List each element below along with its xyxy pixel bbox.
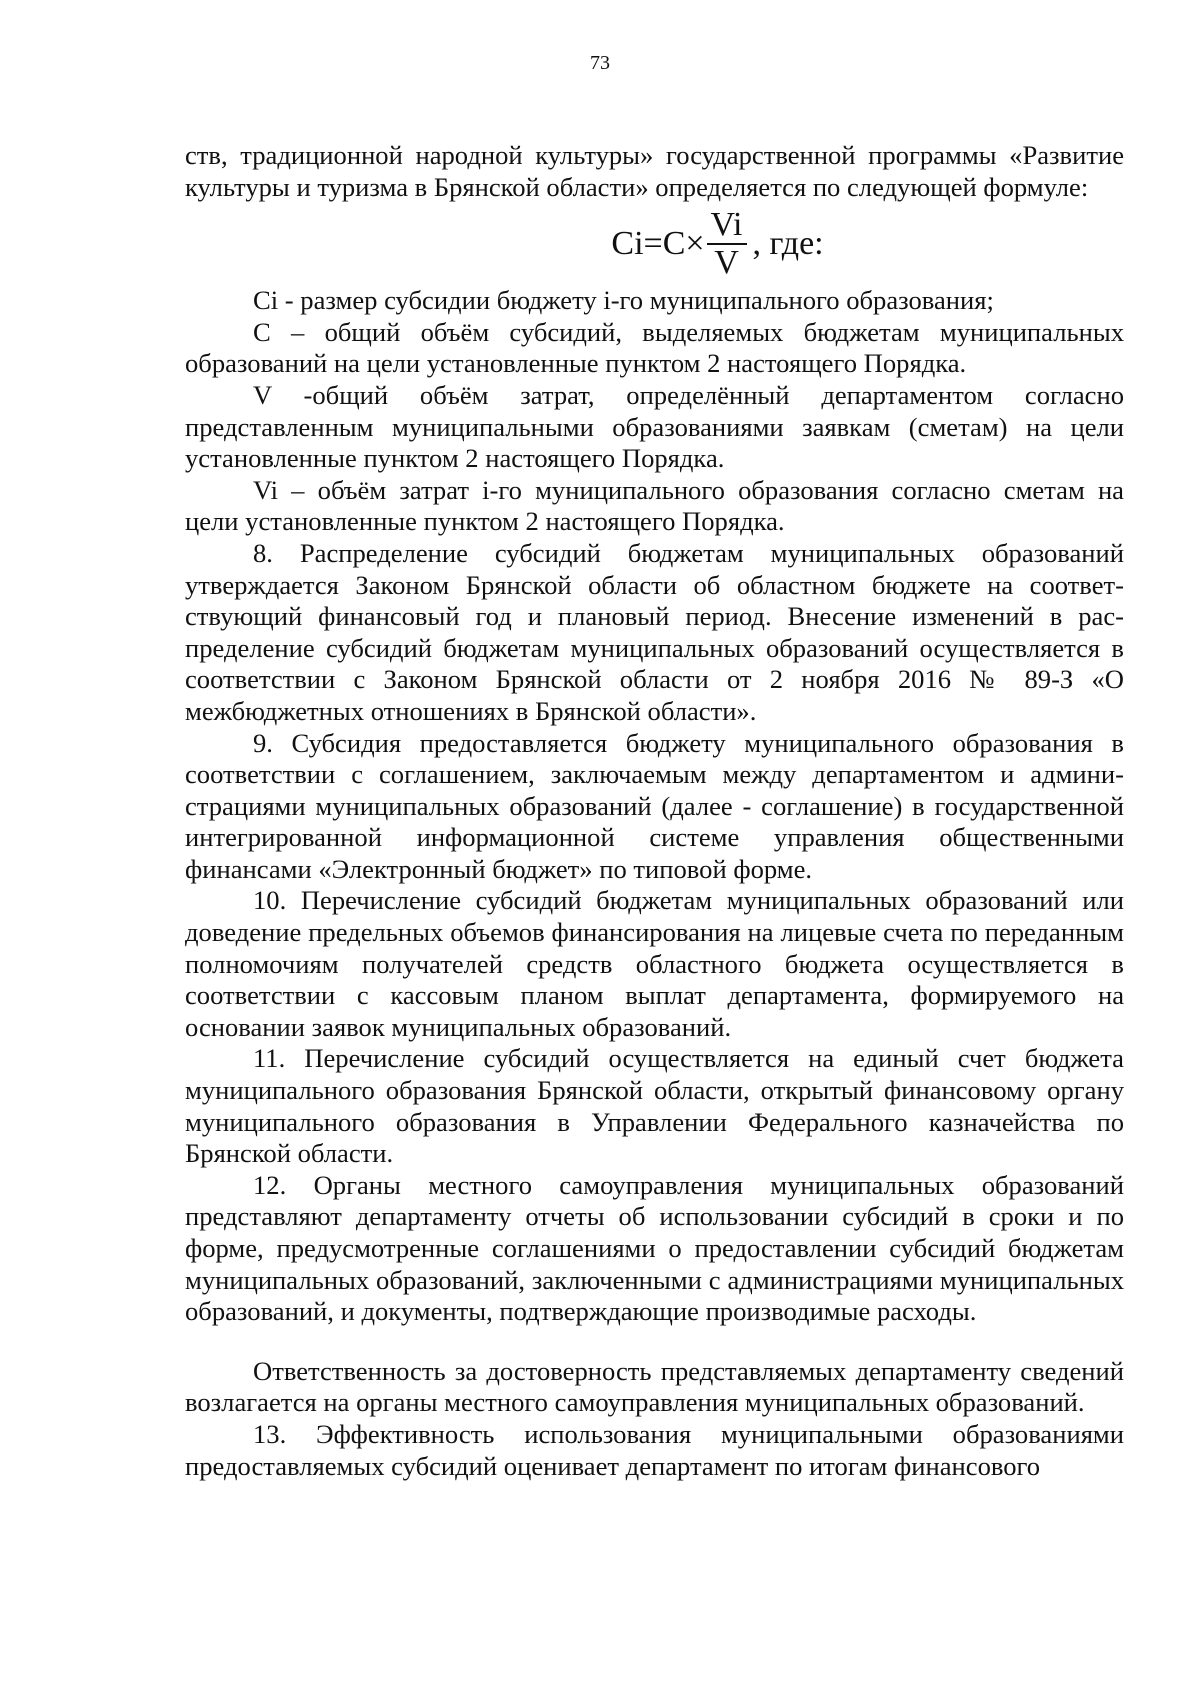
definition-v: V -общий объём затрат, определённый департаментом согласно представленным муниципальными образованиями заявкам (сметам) на цели установленные пунктом 2 настоящего Порядка.: [185, 379, 1124, 474]
clause-10: 10. Перечисление субсидий бюджетам муниципальных образований или доведение предельных объемов финансирования на лицевые счета по переданным полномочиям получателей средств областного бюджета осуществляется в соответствии с кассовым планом выплат департамента, формируемого на основании заявок муниципальных образований.: [185, 885, 1124, 1042]
formula-fraction: [707, 207, 747, 281]
document-body: [185, 140, 1124, 1482]
formula-numerator: Vi: [707, 207, 747, 245]
definition-ci: Ci - размер субсидии бюджету i-го муниципального образования;: [253, 285, 994, 316]
subsidy-formula: [311, 203, 1124, 285]
responsibility-paragraph: Ответственность за достоверность представляемых департаменту сведений возлагается на органы местного самоуправления муниципальных образований.: [185, 1355, 1124, 1418]
formula-tail: , где:: [752, 225, 824, 263]
clause-13: 13. Эффективность использования муниципальными образованиями предоставляемых субсидий оценивает департамент по итогам финансового: [185, 1418, 1124, 1481]
clause-8: 8. Распределение субсидий бюджетам муниципальных образований утверждается Законом Брянской области об областном бюджете на соответствующий финансовый год и плановый период. Внесение изменений в распределение субсидий бюджетам муниципальных образований осуществляется в соответствии с Законом Брянской области от 2 ноября 2016 № 89-З «О межбюджетных отношениях в Брянской области».: [185, 537, 1124, 726]
clause-12: 12. Органы местного самоуправления муниципальных образований представляют департаменту отчеты об использовании субсидий в сроки и по форме, предусмотренные соглашениями о предоставлении субсидий бюджетам муниципальных образований, заключенными с администрациями муниципальных образований, и документы, подтверждающие производимые расходы.: [185, 1169, 1124, 1327]
clause-11: 11. Перечисление субсидий осуществляется на единый счет бюджета муниципального образования Брянской области, открытый финансовому органу муниципального образования в Управлении Федерального казначейства по Брянской области.: [185, 1043, 1124, 1169]
intro-paragraph: ств, традиционной народной культуры» государственной программы «Развитие культуры и туризма в Брянской области» определяется по следующей формуле:: [185, 140, 1124, 202]
formula-denominator: V: [714, 244, 739, 282]
definition-vi: Vi – объём затрат i-го муниципального образования согласно сметам на цели установленные пунктом 2 настоящего Порядка.: [185, 474, 1124, 537]
clause-9: 9. Субсидия предоставляется бюджету муниципального образования в соответствии с соглашением, заключаемым между департаментом и администрациями муниципальных образований (далее - соглашение) в государственной интегрированной информационной системе управления общественными финансами «Электронный бюджет» по типовой форме.: [185, 727, 1124, 884]
page-number: 73: [590, 52, 610, 74]
formula-lhs: Ci=C×: [611, 225, 705, 263]
definition-c: С – общий объём субсидий, выделяемых бюджетам муниципальных образований на цели установленные пунктом 2 настоящего Порядка.: [185, 316, 1124, 379]
